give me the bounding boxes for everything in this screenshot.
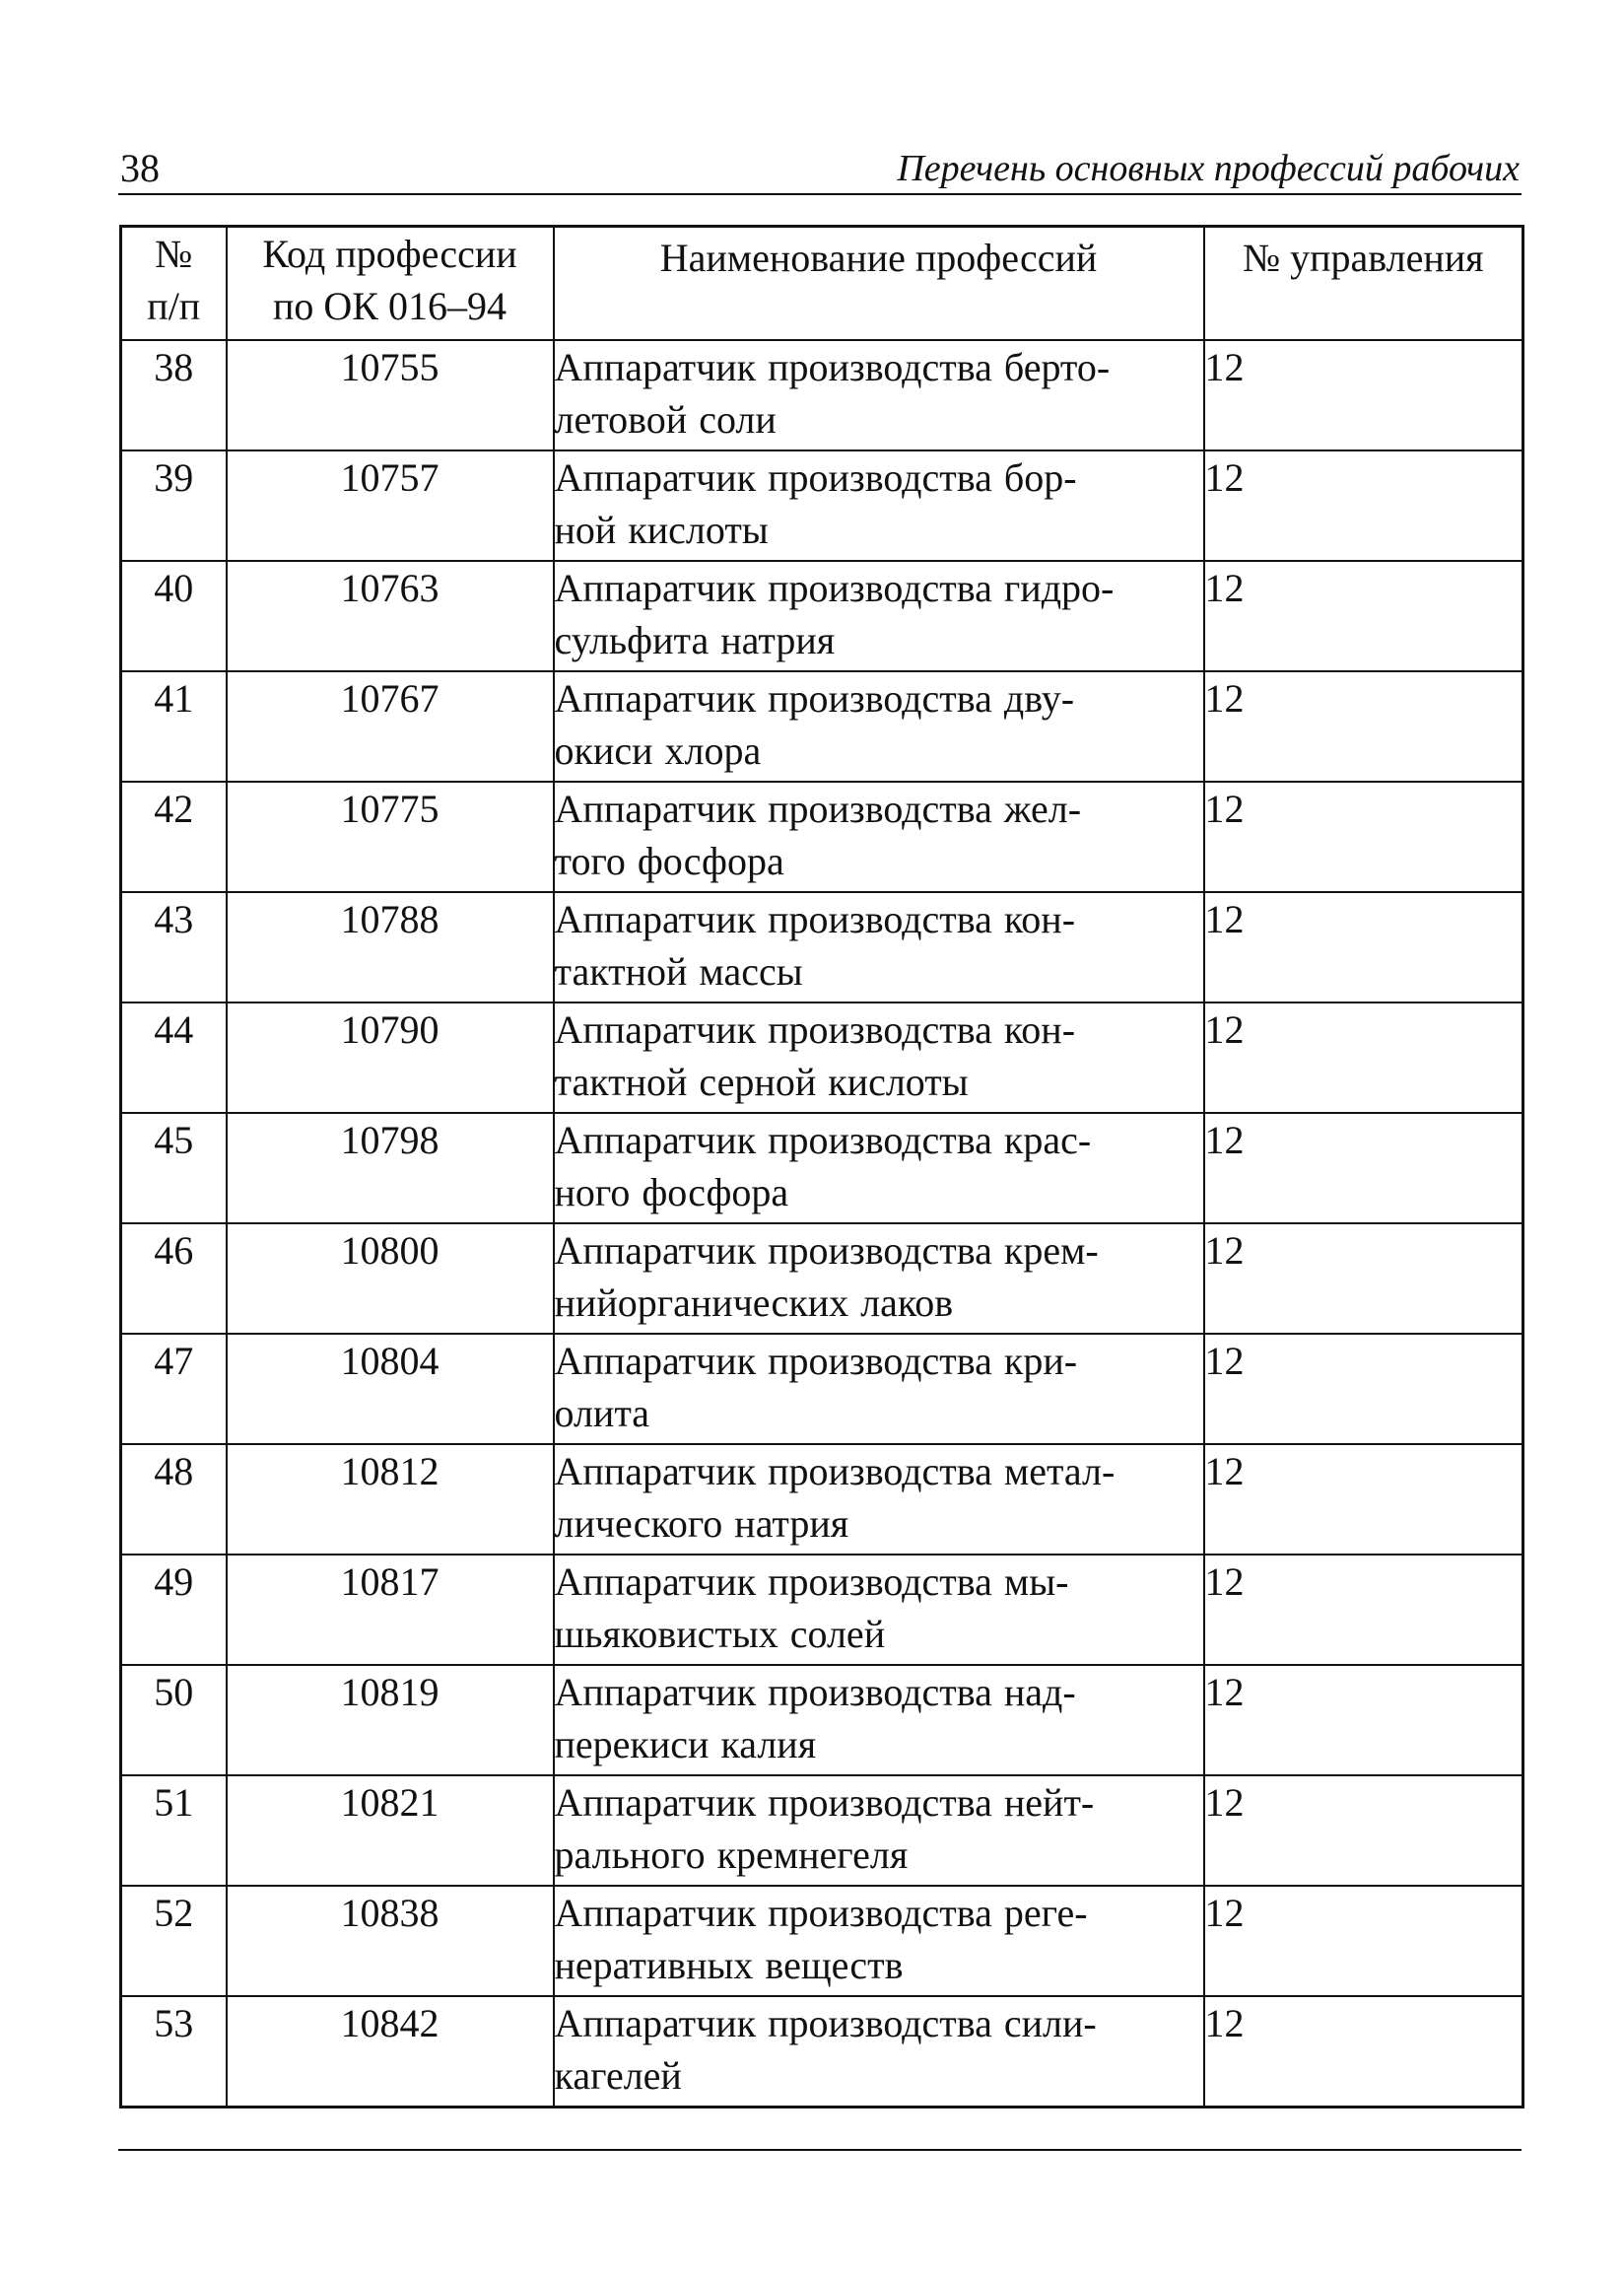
row-number: 39 xyxy=(154,455,194,500)
department-number-cell xyxy=(1204,782,1523,892)
row-number: 51 xyxy=(154,1780,194,1825)
profession-name-line2: летовой соли xyxy=(554,397,777,442)
table-row xyxy=(121,1996,1523,2108)
profession-code-cell xyxy=(227,1223,554,1334)
department-number: 12 xyxy=(1204,1007,1245,1052)
profession-name-line1: Аппаратчик производства жел- xyxy=(554,787,1082,831)
profession-name-line2: тактной серной кислоты xyxy=(554,1060,969,1104)
profession-code: 10838 xyxy=(340,1891,440,1935)
row-number-cell xyxy=(121,1444,227,1555)
row-number-cell xyxy=(121,1886,227,1996)
profession-name-line2: тактной массы xyxy=(554,949,803,994)
profession-code: 10812 xyxy=(340,1449,440,1493)
profession-name-line1: Аппаратчик производства крас- xyxy=(554,1118,1092,1162)
profession-code-cell xyxy=(227,1444,554,1555)
department-number: 12 xyxy=(1204,1891,1245,1935)
department-number-cell xyxy=(1204,1334,1523,1444)
column-header-department xyxy=(1204,227,1523,341)
department-number: 12 xyxy=(1204,1228,1245,1273)
profession-name-line1: Аппаратчик производства берто- xyxy=(554,345,1111,389)
profession-name-cell xyxy=(554,1002,1204,1113)
profession-code-cell xyxy=(227,1996,554,2108)
page-number: 38 xyxy=(120,146,160,190)
department-number-cell xyxy=(1204,1665,1523,1775)
profession-code: 10775 xyxy=(340,787,440,831)
profession-name-line2: ного фосфора xyxy=(554,1170,789,1214)
row-number-cell xyxy=(121,1223,227,1334)
table-row xyxy=(121,1886,1523,1996)
profession-code: 10800 xyxy=(340,1228,440,1273)
table-row xyxy=(121,671,1523,782)
profession-name-line2: лического натрия xyxy=(554,1501,849,1546)
profession-name-line1: Аппаратчик производства метал- xyxy=(554,1449,1116,1493)
department-number: 12 xyxy=(1204,566,1245,610)
department-number-cell xyxy=(1204,1002,1523,1113)
column-header-number-line2: п/п xyxy=(147,284,201,328)
profession-code: 10817 xyxy=(340,1559,440,1604)
profession-name-cell xyxy=(554,1665,1204,1775)
profession-name-line1: Аппаратчик производства дву- xyxy=(554,676,1075,721)
profession-code-cell xyxy=(227,1334,554,1444)
department-number: 12 xyxy=(1204,455,1245,500)
row-number: 42 xyxy=(154,787,194,831)
department-number: 12 xyxy=(1204,676,1245,721)
department-number-cell xyxy=(1204,1886,1523,1996)
row-number-cell xyxy=(121,671,227,782)
table-row xyxy=(121,1555,1523,1665)
profession-code-cell xyxy=(227,340,554,450)
profession-name-cell xyxy=(554,671,1204,782)
row-number: 45 xyxy=(154,1118,194,1162)
profession-name-line2: шьяковистых солей xyxy=(554,1612,886,1656)
row-number: 50 xyxy=(154,1670,194,1714)
row-number: 52 xyxy=(154,1891,194,1935)
department-number-cell xyxy=(1204,340,1523,450)
department-number-cell xyxy=(1204,1223,1523,1334)
profession-code-cell xyxy=(227,671,554,782)
profession-name-line1: Аппаратчик производства крем- xyxy=(554,1228,1099,1273)
profession-code: 10755 xyxy=(340,345,440,389)
profession-name-line1: Аппаратчик производства кон- xyxy=(554,897,1076,941)
profession-name-cell xyxy=(554,450,1204,561)
department-number: 12 xyxy=(1204,345,1245,389)
footer-rule xyxy=(118,2149,1522,2151)
table-row xyxy=(121,892,1523,1002)
table-row xyxy=(121,1665,1523,1775)
table-row xyxy=(121,450,1523,561)
running-title: Перечень основных профессий рабочих xyxy=(897,148,1520,189)
department-number: 12 xyxy=(1204,1449,1245,1493)
profession-name-cell xyxy=(554,340,1204,450)
profession-name-line2: неративных веществ xyxy=(554,1943,904,1987)
department-number: 12 xyxy=(1204,1670,1245,1714)
profession-name-line2: рального кремнегеля xyxy=(554,1832,909,1877)
column-header-department-label: № управления xyxy=(1242,236,1484,280)
row-number-cell xyxy=(121,782,227,892)
profession-name-line2: того фосфора xyxy=(554,839,784,883)
table-row xyxy=(121,1002,1523,1113)
department-number-cell xyxy=(1204,1775,1523,1886)
profession-name-cell xyxy=(554,782,1204,892)
department-number-cell xyxy=(1204,561,1523,671)
row-number-cell xyxy=(121,1002,227,1113)
profession-name-line1: Аппаратчик производства нейт- xyxy=(554,1780,1095,1825)
table-row xyxy=(121,1334,1523,1444)
department-number-cell xyxy=(1204,892,1523,1002)
table-row xyxy=(121,1444,1523,1555)
profession-name-cell xyxy=(554,1444,1204,1555)
profession-code-cell xyxy=(227,1113,554,1223)
profession-name-cell xyxy=(554,1113,1204,1223)
profession-code: 10757 xyxy=(340,455,440,500)
profession-name-line2: перекиси калия xyxy=(554,1722,817,1766)
row-number: 40 xyxy=(154,566,194,610)
profession-code-cell xyxy=(227,1002,554,1113)
column-header-code-line2: по ОК 016–94 xyxy=(273,284,507,328)
table-row xyxy=(121,1223,1523,1334)
profession-code: 10819 xyxy=(340,1670,440,1714)
department-number-cell xyxy=(1204,1996,1523,2108)
profession-code: 10798 xyxy=(340,1118,440,1162)
profession-name-line2: олита xyxy=(554,1391,650,1435)
professions-table xyxy=(119,225,1524,2108)
row-number-cell xyxy=(121,892,227,1002)
row-number-cell xyxy=(121,1334,227,1444)
department-number: 12 xyxy=(1204,2001,1245,2045)
department-number: 12 xyxy=(1204,897,1245,941)
row-number-cell xyxy=(121,561,227,671)
row-number: 47 xyxy=(154,1339,194,1383)
profession-name-line2: окиси хлора xyxy=(554,728,762,773)
row-number-cell xyxy=(121,450,227,561)
profession-code-cell xyxy=(227,1665,554,1775)
row-number: 53 xyxy=(154,2001,194,2045)
column-header-number xyxy=(121,227,227,341)
profession-code-cell xyxy=(227,782,554,892)
row-number-cell xyxy=(121,1113,227,1223)
department-number: 12 xyxy=(1204,1559,1245,1604)
profession-code: 10790 xyxy=(340,1007,440,1052)
profession-name-cell xyxy=(554,1996,1204,2108)
department-number-cell xyxy=(1204,450,1523,561)
department-number: 12 xyxy=(1204,1780,1245,1825)
department-number-cell xyxy=(1204,1113,1523,1223)
department-number: 12 xyxy=(1204,1118,1245,1162)
row-number: 49 xyxy=(154,1559,194,1604)
profession-name-line1: Аппаратчик производства бор- xyxy=(554,455,1077,500)
profession-name-cell xyxy=(554,1775,1204,1886)
profession-name-line1: Аппаратчик производства гидро- xyxy=(554,566,1115,610)
department-number-cell xyxy=(1204,671,1523,782)
profession-name-line1: Аппаратчик производства кон- xyxy=(554,1007,1076,1052)
row-number-cell xyxy=(121,1555,227,1665)
column-header-number-line1: № xyxy=(155,232,193,276)
row-number: 46 xyxy=(154,1228,194,1273)
profession-code: 10842 xyxy=(340,2001,440,2045)
profession-code-cell xyxy=(227,1555,554,1665)
profession-name-line1: Аппаратчик производства реге- xyxy=(554,1891,1088,1935)
profession-code-cell xyxy=(227,450,554,561)
profession-name-cell xyxy=(554,1555,1204,1665)
profession-name-cell xyxy=(554,561,1204,671)
column-header-name xyxy=(554,227,1204,341)
table-row xyxy=(121,340,1523,450)
table-row xyxy=(121,1113,1523,1223)
row-number: 41 xyxy=(154,676,194,721)
profession-name-line2: нийорганических лаков xyxy=(554,1280,954,1325)
table-row xyxy=(121,782,1523,892)
profession-code: 10821 xyxy=(340,1780,440,1825)
profession-name-line1: Аппаратчик производства сили- xyxy=(554,2001,1097,2045)
profession-name-cell xyxy=(554,1334,1204,1444)
row-number-cell xyxy=(121,1665,227,1775)
row-number: 48 xyxy=(154,1449,194,1493)
profession-code: 10788 xyxy=(340,897,440,941)
profession-name-cell xyxy=(554,1886,1204,1996)
profession-name-cell xyxy=(554,1223,1204,1334)
profession-code-cell xyxy=(227,892,554,1002)
department-number: 12 xyxy=(1204,787,1245,831)
profession-name-line1: Аппаратчик производства мы- xyxy=(554,1559,1069,1604)
table-header-row xyxy=(121,227,1523,341)
column-header-name-label: Наименование профессий xyxy=(659,236,1098,280)
row-number: 38 xyxy=(154,345,194,389)
profession-code-cell xyxy=(227,1886,554,1996)
table-row xyxy=(121,1775,1523,1886)
profession-code-cell xyxy=(227,561,554,671)
table-row xyxy=(121,561,1523,671)
department-number: 12 xyxy=(1204,1339,1245,1383)
profession-name-line2: сульфита натрия xyxy=(554,618,836,662)
profession-code-cell xyxy=(227,1775,554,1886)
profession-name-line1: Аппаратчик производства кри- xyxy=(554,1339,1078,1383)
column-header-code xyxy=(227,227,554,341)
profession-name-cell xyxy=(554,892,1204,1002)
row-number-cell xyxy=(121,1996,227,2108)
profession-name-line2: кагелей xyxy=(554,2053,682,2098)
row-number-cell xyxy=(121,340,227,450)
profession-name-line1: Аппаратчик производства над- xyxy=(554,1670,1076,1714)
row-number: 44 xyxy=(154,1007,194,1052)
department-number-cell xyxy=(1204,1444,1523,1555)
page-header xyxy=(118,146,1522,195)
profession-code: 10767 xyxy=(340,676,440,721)
column-header-code-line1: Код профессии xyxy=(262,232,517,276)
row-number: 43 xyxy=(154,897,194,941)
profession-code: 10763 xyxy=(340,566,440,610)
profession-name-line2: ной кислоты xyxy=(554,508,769,552)
row-number-cell xyxy=(121,1775,227,1886)
department-number-cell xyxy=(1204,1555,1523,1665)
profession-code: 10804 xyxy=(340,1339,440,1383)
